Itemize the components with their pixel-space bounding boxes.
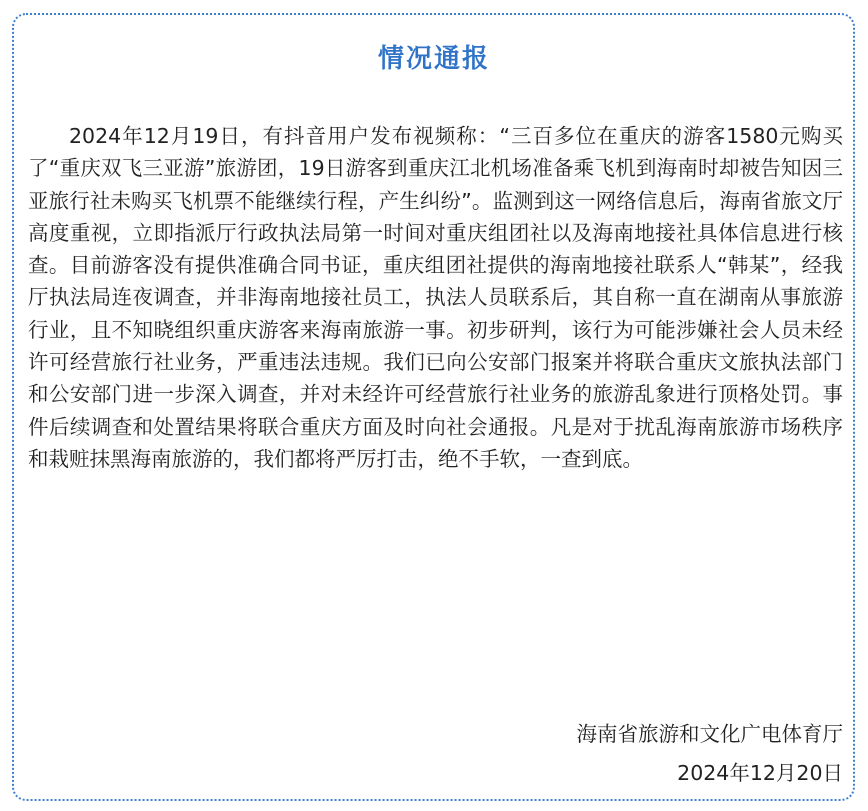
signature-date: 2024年12月20日	[677, 761, 843, 785]
notice-body: 2024年12月19日，有抖音用户发布视频称：“三百多位在重庆的游客1580元购买了“重庆双飞三亚游”旅游团，19日游客到重庆江北机场准备乘飞机到海南时却被告知因三亚旅行社未购买飞机票不能继续行程，产生纠纷”。监测到这一网络信息后，海南省旅文厅高度重视，立即指派厅行政执法局第一时间对重庆组团社以及海南地接社具体信息进行核查。目前游客没有提供准确合同书证，重庆组团社提供的海南地接社联系人“韩某”，经我厅执法局连夜调查，并非海南地接社员工，执法人员联系后，其自称一直在湖南从事旅游行业，且不知晓组织重庆游客来海南旅游一事。初步研判，该行为可能涉嫌社会人员未经许可经营旅行社业务，严重违法违规。我们已向公安部门报案并将联合重庆文旅执法部门和公安部门进一步深入调查，并对未经许可经营旅行社业务的旅游乱象进行顶格处罚。事件后续调查和处置结果将联合重庆方面及时向社会通报。凡是对于扰乱海南旅游市场秩序和栽赃抹黑海南旅游的，我们都将严厉打击，绝不手软，一查到底。	[28, 124, 843, 471]
signature-organization: 海南省旅游和文化广电体育厅	[576, 722, 843, 746]
notice-title: 情况通报	[377, 44, 490, 74]
